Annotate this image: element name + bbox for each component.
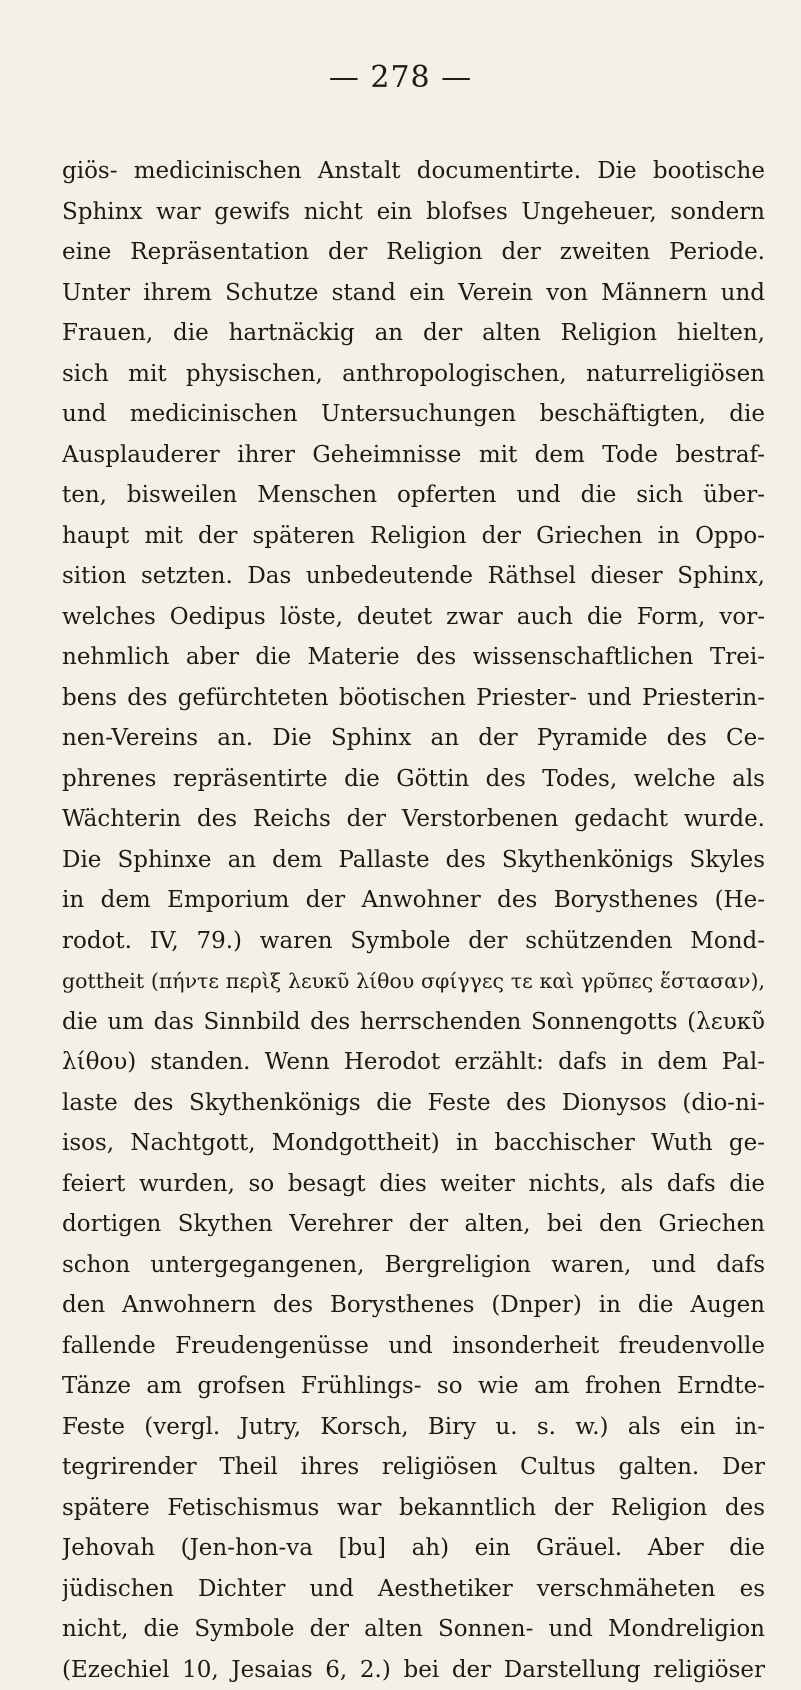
text-line: Jehovah (Jen-hon-va [bu] ah) ein Gräuel. Aber die: [62, 1528, 765, 1569]
text-line: Tänze am grofsen Frühlings- so wie am frohen Erndte-: [62, 1366, 765, 1407]
text-line: Unter ihrem Schutze stand ein Verein von Männern und: [62, 273, 765, 314]
text-line: nen-Vereins an. Die Sphinx an der Pyramide des Ce-: [62, 718, 765, 759]
text-line: dortigen Skythen Verehrer der alten, bei den Griechen: [62, 1204, 765, 1245]
text-line: laste des Skythenkönigs die Feste des Dionysos (dio-ni-: [62, 1083, 765, 1124]
text-line: phrenes repräsentirte die Göttin des Todes, welche als: [62, 759, 765, 800]
text-line: tegrirender Theil ihres religiösen Cultus galten. Der: [62, 1447, 765, 1488]
text-line: Ausplauderer ihrer Geheimnisse mit dem Tode bestraf-: [62, 435, 765, 476]
text-line: welches Oedipus löste, deutet zwar auch die Form, vor-: [62, 597, 765, 638]
text-line: gottheit (πήντε περὶξ λευκῦ λίθου σφίγγες τε καὶ γρῦπες ἕστασαν),: [62, 961, 765, 1002]
text-line: feiert wurden, so besagt dies weiter nichts, als dafs die: [62, 1164, 765, 1205]
text-line: Sphinx war gewifs nicht ein blofses Ungeheuer, sondern: [62, 192, 765, 233]
page-number: — 278 —: [0, 60, 801, 96]
text-line: die um das Sinnbild des herrschenden Sonnengotts (λευκῦ: [62, 1002, 765, 1043]
text-line: den Anwohnern des Borysthenes (Dnper) in die Augen: [62, 1285, 765, 1326]
text-line: sich mit physischen, anthropologischen, naturreligiösen: [62, 354, 765, 395]
text-line: isos, Nachtgott, Mondgottheit) in bacchischer Wuth ge-: [62, 1123, 765, 1164]
text-line: rodot. IV, 79.) waren Symbole der schützenden Mond-: [62, 921, 765, 962]
body-text: [62, 151, 765, 1690]
text-line: eine Repräsentation der Religion der zweiten Periode.: [62, 232, 765, 273]
text-line: Frauen, die hartnäckig an der alten Religion hielten,: [62, 313, 765, 354]
text-line: ten, bisweilen Menschen opferten und die sich über-: [62, 475, 765, 516]
text-line: Feste (vergl. Jutry, Korsch, Biry u. s. w.) als ein in-: [62, 1407, 765, 1448]
text-line: jüdischen Dichter und Aesthetiker verschmäheten es: [62, 1569, 765, 1610]
text-line: (Ezechiel 10, Jesaias 6, 2.) bei der Darstellung religiöser: [62, 1650, 765, 1690]
text-line: giös- medicinischen Anstalt documentirte. Die bootische: [62, 151, 765, 192]
text-line: und medicinischen Untersuchungen beschäftigten, die: [62, 394, 765, 435]
text-line: spätere Fetischismus war bekanntlich der Religion des: [62, 1488, 765, 1529]
text-line: nicht, die Symbole der alten Sonnen- und Mondreligion: [62, 1609, 765, 1650]
text-line: haupt mit der späteren Religion der Griechen in Oppo-: [62, 516, 765, 557]
text-line: in dem Emporium der Anwohner des Borysthenes (He-: [62, 880, 765, 921]
text-line: sition setzten. Das unbedeutende Räthsel dieser Sphinx,: [62, 556, 765, 597]
text-line: fallende Freudengenüsse und insonderheit freudenvolle: [62, 1326, 765, 1367]
text-line: Wächterin des Reichs der Verstorbenen gedacht wurde.: [62, 799, 765, 840]
text-line: nehmlich aber die Materie des wissenschaftlichen Trei-: [62, 637, 765, 678]
text-line: schon untergegangenen, Bergreligion waren, und dafs: [62, 1245, 765, 1286]
text-line: Die Sphinxe an dem Pallaste des Skythenkönigs Skyles: [62, 840, 765, 881]
text-line: bens des gefürchteten böotischen Priester- und Priesterin-: [62, 678, 765, 719]
text-line: λίθου) standen. Wenn Herodot erzählt: dafs in dem Pal-: [62, 1042, 765, 1083]
